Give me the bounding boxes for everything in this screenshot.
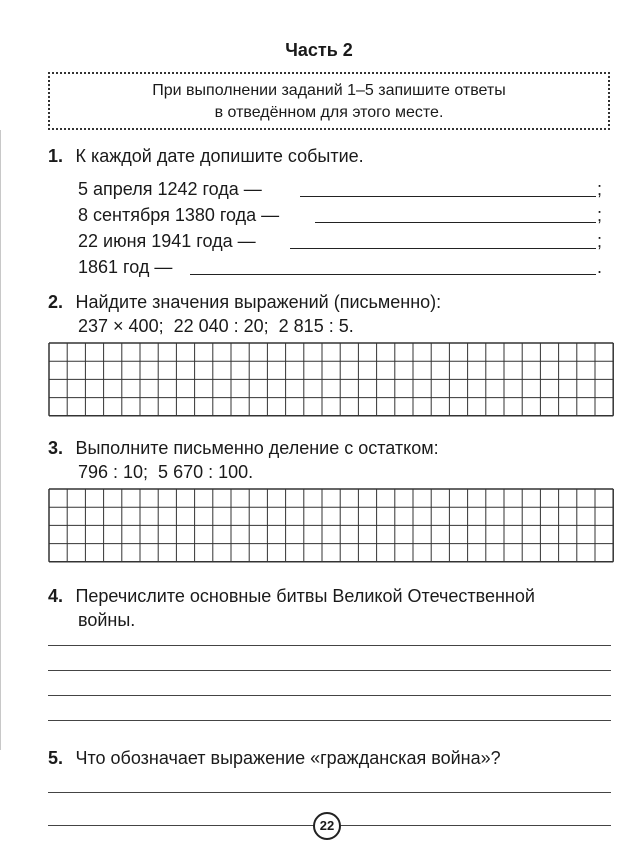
question-4-number: 4.: [48, 586, 64, 606]
grid-lines: [48, 488, 614, 563]
question-2-number: 2.: [48, 292, 64, 312]
date-1-end: ;: [597, 179, 603, 199]
answer-line[interactable]: [48, 695, 611, 696]
question-5-number: 5.: [48, 748, 64, 768]
question-5-text: Что обозначает выражение «гражданская война»?: [75, 748, 501, 768]
date-2-answer-line[interactable]: [315, 222, 596, 223]
question-1-text: К каждой дате допишите событие.: [75, 146, 364, 166]
date-1-label: 5 апреля 1242 года —: [78, 179, 262, 199]
date-3-answer-line[interactable]: [290, 248, 596, 249]
date-3-end: ;: [597, 231, 603, 251]
date-4-label: 1861 год —: [78, 257, 173, 277]
question-1: [48, 146, 364, 167]
page-edge-mark: [0, 130, 4, 750]
date-1-answer-line[interactable]: [300, 196, 596, 197]
answer-line[interactable]: [48, 792, 611, 793]
date-2-label: 8 сентября 1380 года —: [78, 205, 280, 225]
question-2-text: Найдите значения выражений (письменно):: [75, 292, 442, 312]
answer-grid-2[interactable]: [48, 342, 614, 422]
grid-lines: [48, 342, 614, 417]
date-4-answer-line[interactable]: [190, 274, 596, 275]
date-3-label: 22 июня 1941 года —: [78, 231, 256, 251]
date-4-end: .: [597, 257, 603, 277]
date-2-end: ;: [597, 205, 603, 225]
question-3-expressions: 796 : 10; 5 670 : 100.: [78, 462, 254, 482]
answer-line[interactable]: [48, 720, 611, 721]
page-number: 22: [313, 812, 341, 840]
question-2: [48, 292, 441, 313]
instructions-box: [48, 72, 610, 130]
question-3: [48, 438, 439, 459]
answer-grid-3[interactable]: [48, 488, 614, 568]
question-4-text-cont: войны.: [78, 610, 136, 630]
question-3-number: 3.: [48, 438, 64, 458]
instructions-line-2: в отведённом для этого месте.: [214, 104, 444, 121]
question-1-number: 1.: [48, 146, 64, 166]
answer-line[interactable]: [48, 645, 611, 646]
question-4-text: Перечислите основные битвы Великой Отечественной: [75, 586, 535, 606]
question-4: [48, 586, 535, 607]
instructions-line-1: При выполнении заданий 1–5 запишите ответы: [152, 82, 506, 99]
question-5: [48, 748, 501, 769]
answer-line[interactable]: [48, 670, 611, 671]
question-3-text: Выполните письменно деление с остатком:: [75, 438, 439, 458]
question-2-expressions: 237 × 400; 22 040 : 20; 2 815 : 5.: [78, 316, 354, 336]
page-title: Часть 2: [285, 40, 353, 60]
